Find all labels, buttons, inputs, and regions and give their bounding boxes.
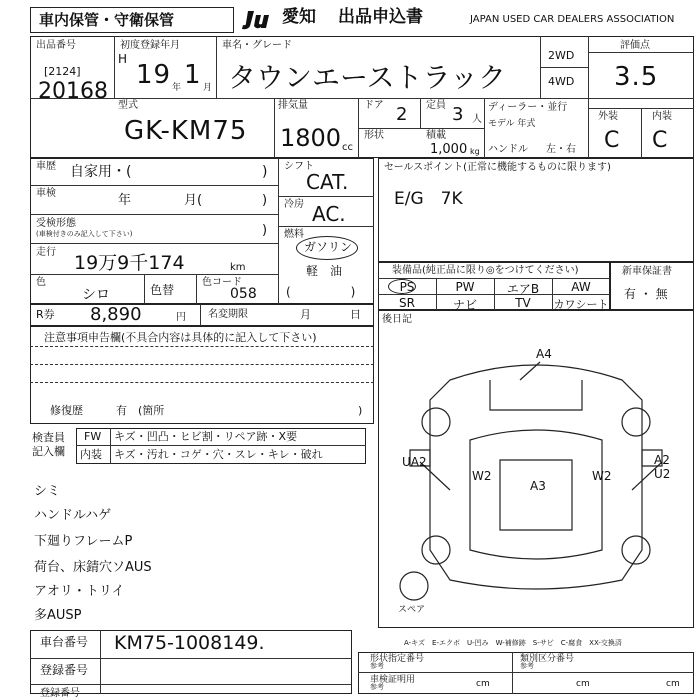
dims-cm-3: cm: [666, 679, 680, 689]
equip-airbag: エアB: [506, 282, 540, 296]
car-name: タウンエーストラック: [228, 61, 507, 94]
inspection-month: 月(: [184, 193, 203, 208]
lot-number: 20168: [38, 79, 108, 104]
color-change-label: 色替: [150, 283, 175, 297]
model-year-label: モデル 年式: [488, 119, 536, 129]
mileage-label: 走行: [36, 247, 56, 258]
reception-label: 受検形態: [36, 218, 76, 229]
shift-label: シフト: [284, 161, 314, 172]
mark-ua2: UA2: [402, 455, 427, 469]
storage-tag-box: [30, 7, 234, 33]
load-value: 1,000: [430, 142, 468, 157]
inspector-fw-items: キズ・凹凸・ヒビ割・リペア跡・X要: [114, 430, 298, 443]
mark-a2: A2: [654, 453, 670, 467]
lot-prefix: [2124]: [44, 65, 81, 78]
reception-note: (車検付きのみ記入して下さい): [36, 230, 133, 238]
storage-tag: 車内保管・守衛保管: [39, 11, 175, 29]
name-change-day: 日: [350, 308, 361, 321]
drive-2wd: 2WD: [548, 49, 575, 62]
equipment-label: 装備品(純正品に限り◎をつけてください): [392, 265, 579, 276]
interior-grade: C: [652, 128, 668, 153]
sales-points-content: E/G 7K: [394, 189, 463, 209]
dims-sub: 参考: [370, 683, 384, 691]
damage-legend: A-キズ E-エクボ U-凹み W-補修跡 S-サビ C-腐食 XX-交換済: [404, 639, 622, 647]
spare-label: スペア: [398, 605, 426, 615]
inspector-line-4: 荷台、床錆穴ソAUS: [34, 560, 152, 575]
color-code-label: 色コード: [202, 277, 242, 288]
reception-close: ): [262, 223, 268, 238]
inspector-label-2: 記入欄: [32, 445, 65, 458]
color-label: 色: [36, 277, 46, 288]
load-label: 積載: [426, 130, 446, 141]
inspector-line-2: ハンドルハゲ: [34, 508, 112, 523]
dims-cm-2: cm: [576, 679, 590, 689]
mark-w2-right: W2: [592, 469, 612, 483]
warranty-options: 有 ・ 無: [624, 287, 668, 301]
dims-label: 車検証明用: [370, 675, 416, 685]
displacement: 1800: [280, 124, 342, 152]
recycle-amount: 8,890: [90, 304, 142, 325]
repair-close: ): [358, 404, 363, 417]
equip-ps: PS: [399, 280, 415, 294]
usage-value: 自家用・(: [70, 164, 132, 180]
handle-label: ハンドル: [488, 144, 528, 155]
name-change-label: 名変期限: [208, 309, 248, 320]
capacity-label: 定員: [426, 100, 446, 111]
repair-value: 有 (箇所: [116, 404, 165, 417]
mileage-unit: km: [230, 262, 246, 273]
sales-points-box: [378, 158, 694, 262]
inspection-year: 年: [118, 193, 132, 208]
inspector-line-6: 多AUSP: [34, 608, 82, 623]
doors-label: ドア: [364, 100, 384, 111]
name-change-month: 月: [300, 308, 311, 321]
shape-label: 形状: [364, 130, 384, 141]
equip-tv: TV: [515, 296, 531, 310]
lot-label: 出品番号: [36, 40, 76, 51]
dealer-label: ディーラー・並行: [488, 102, 568, 113]
color-value: シロ: [82, 287, 110, 303]
ac-label: 冷房: [284, 199, 304, 210]
interior-label: 内装: [652, 111, 672, 122]
fuel-other: ( ): [286, 285, 356, 299]
capacity-unit: 人: [472, 114, 482, 125]
spec-number-sub: 参考: [370, 662, 384, 670]
equip-ps-circle: [388, 279, 416, 294]
displacement-label: 排気量: [278, 100, 308, 111]
rear-label: 後日記: [382, 314, 412, 325]
reg-year: 19: [136, 60, 172, 90]
mark-a3: A3: [530, 479, 546, 493]
truck-diagram: [380, 340, 692, 616]
fuel-diesel: 軽 油: [306, 264, 343, 278]
inspector-interior: 内装: [80, 448, 102, 461]
fuel-petrol: ガソリン: [304, 240, 353, 254]
inspection-close: ): [262, 193, 268, 208]
ac-value: AC.: [312, 202, 346, 226]
equip-leather: カワシート: [553, 298, 609, 311]
month-unit: 月: [203, 83, 213, 93]
form-title: 出品申込書: [338, 7, 423, 27]
org-name: 愛知: [282, 7, 316, 27]
association-name: JAPAN USED CAR DEALERS ASSOCIATION: [470, 14, 675, 25]
usage-label: 車歴: [36, 161, 56, 172]
mark-w2-left: W2: [472, 469, 492, 483]
model-code: GK-KM75: [124, 116, 248, 146]
warranty-label: 新車保証書: [622, 266, 672, 277]
usage-close: ): [262, 164, 268, 180]
reg-label: 登録番号: [40, 663, 89, 677]
first-reg-label: 初度登録年月: [120, 40, 180, 51]
equip-pw: PW: [455, 280, 475, 294]
recycle-unit: 円: [176, 312, 186, 323]
spec-number-label: 形状指定番号: [370, 654, 425, 664]
model-label: 型式: [118, 100, 138, 111]
doors: 2: [396, 104, 408, 125]
mileage-value: 19万9千174: [74, 252, 185, 274]
sales-points-label: セールスポイント(正常に機能するものに限ります): [384, 162, 611, 173]
dims-cm-1: cm: [476, 679, 490, 689]
year-unit: 年: [172, 83, 182, 93]
shift-value: CAT.: [306, 170, 349, 194]
exterior-grade: C: [604, 128, 620, 153]
grade-value: 3.5: [614, 62, 659, 92]
load-unit: kg: [470, 147, 480, 156]
recycle-row: [30, 304, 374, 326]
inspector-fw: FW: [84, 430, 102, 443]
repair-label: 修復歴: [50, 404, 83, 417]
notes-title: 注意事項申告欄(不具合内容は具体的に記入して下さい): [44, 331, 317, 344]
mark-a4: A4: [536, 347, 552, 361]
category-sub: 参考: [520, 662, 534, 670]
inspector-interior-items: キズ・汚れ・コゲ・穴・スレ・キレ・破れ: [114, 448, 323, 461]
equip-sr: SR: [399, 296, 415, 310]
ju-logo-icon: [240, 9, 280, 31]
era: H: [118, 52, 128, 66]
inspection-label: 車検: [36, 188, 56, 199]
drive-4wd: 4WD: [548, 75, 575, 88]
recycle-label: R券: [36, 308, 55, 321]
inspector-line-1: シミ: [34, 484, 61, 499]
fuel-label: 燃料: [284, 229, 304, 240]
chassis-label: 車台番号: [40, 635, 89, 649]
chassis-number: KM75-1008149.: [114, 632, 265, 654]
category-label: 類別区分番号: [520, 654, 575, 664]
inspector-line-3: 下廻りフレームP: [34, 534, 133, 549]
mark-u2: U2: [654, 467, 671, 481]
grade-label: 評価点: [620, 40, 650, 51]
equip-aw: AW: [571, 280, 591, 294]
color-code: 058: [230, 286, 257, 302]
reg-label-2: 登録番号: [40, 688, 80, 699]
reg-month: 1: [184, 60, 202, 90]
exterior-label: 外装: [598, 111, 618, 122]
inspector-label-1: 検査員: [32, 431, 65, 444]
equip-navi: ナビ: [452, 298, 477, 312]
handle-options: 左・右: [546, 144, 576, 155]
capacity: 3: [452, 104, 464, 125]
ju-logo: [240, 9, 280, 31]
inspector-line-5: アオリ・トリイ: [34, 584, 125, 599]
displacement-unit: cc: [342, 142, 353, 153]
carname-label: 車名・グレード: [222, 40, 292, 51]
